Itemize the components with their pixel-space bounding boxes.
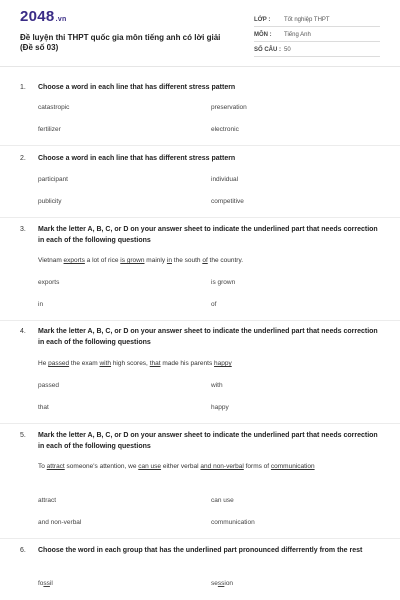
question-1-option-b[interactable]: preservation xyxy=(211,104,247,111)
question-3-option-a[interactable]: exports xyxy=(38,279,60,286)
question-5-option-b[interactable]: can use xyxy=(211,497,234,504)
question-4 xyxy=(20,326,380,348)
question-heading: 5. Mark the letter A, B, C, or D on your answer sheet to indicate the underlined part that needs correction in each of the following questions xyxy=(20,432,378,450)
site-logo[interactable]: 2048.vn xyxy=(20,8,67,25)
question-2-option-b[interactable]: individual xyxy=(211,176,239,183)
question-1-option-a[interactable]: catastropic xyxy=(38,104,70,111)
question-2-option-c[interactable]: publicity xyxy=(38,198,62,205)
meta-question-count: SỐ CÂU : 50 xyxy=(254,47,380,57)
question-4-option-a[interactable]: passed xyxy=(38,382,59,389)
meta-class: LỚP : Tốt nghiệp THPT xyxy=(254,17,380,27)
question-3-option-b[interactable]: is grown xyxy=(211,279,236,286)
question-5-sentence: To attract someone's attention, we can use either verbal and non-verbal forms of communication xyxy=(38,463,315,470)
question-1-option-d[interactable]: electronic xyxy=(211,126,239,133)
question-heading: 4. Mark the letter A, B, C, or D on your answer sheet to indicate the underlined part that needs correction in each of the following questions xyxy=(20,328,378,346)
question-3-option-d[interactable]: of xyxy=(211,301,217,308)
question-1 xyxy=(20,82,380,93)
question-heading: 1. Choose a word in each line that has different stress pattern xyxy=(20,84,236,91)
divider xyxy=(0,320,400,321)
question-6-option-a[interactable]: fossil xyxy=(38,580,53,587)
question-5 xyxy=(20,430,380,452)
question-5-option-c[interactable]: and non-verbal xyxy=(38,519,82,526)
meta-subject: MÔN : Tiếng Anh xyxy=(254,32,380,42)
question-1-option-c[interactable]: fertilizer xyxy=(38,126,61,133)
question-2-option-a[interactable]: participant xyxy=(38,176,68,183)
document-title: Đề luyện thi THPT quốc gia môn tiếng anh có lời giải (Đề số 03) xyxy=(20,33,221,52)
divider xyxy=(0,145,400,146)
question-3 xyxy=(20,224,380,246)
question-5-option-a[interactable]: attract xyxy=(38,497,57,504)
question-heading: 2. Choose a word in each line that has different stress pattern xyxy=(20,155,236,162)
question-6-option-b[interactable]: session xyxy=(211,580,234,587)
question-2-option-d[interactable]: competitive xyxy=(211,198,244,205)
question-5-option-d[interactable]: communication xyxy=(211,519,255,526)
divider xyxy=(0,217,400,218)
divider xyxy=(0,538,400,539)
question-4-option-d[interactable]: happy xyxy=(211,404,229,411)
divider xyxy=(0,423,400,424)
question-6 xyxy=(20,545,380,556)
question-3-sentence: Vietnam exports a lot of rice is grown mainly in the south of the country. xyxy=(38,257,244,264)
question-heading: 6. Choose the word in each group that has the underlined part pronounced differrently from the rest xyxy=(20,547,363,554)
question-3-option-c[interactable]: in xyxy=(38,301,44,308)
question-heading: 3. Mark the letter A, B, C, or D on your answer sheet to indicate the underlined part that needs correction in each of the following questions xyxy=(20,226,378,244)
question-4-option-c[interactable]: that xyxy=(38,404,49,411)
document-header xyxy=(0,0,400,67)
question-2 xyxy=(20,153,380,164)
question-4-option-b[interactable]: with xyxy=(211,382,223,389)
question-4-sentence: He passed the exam with high scores, that made his parents happy xyxy=(38,360,232,367)
